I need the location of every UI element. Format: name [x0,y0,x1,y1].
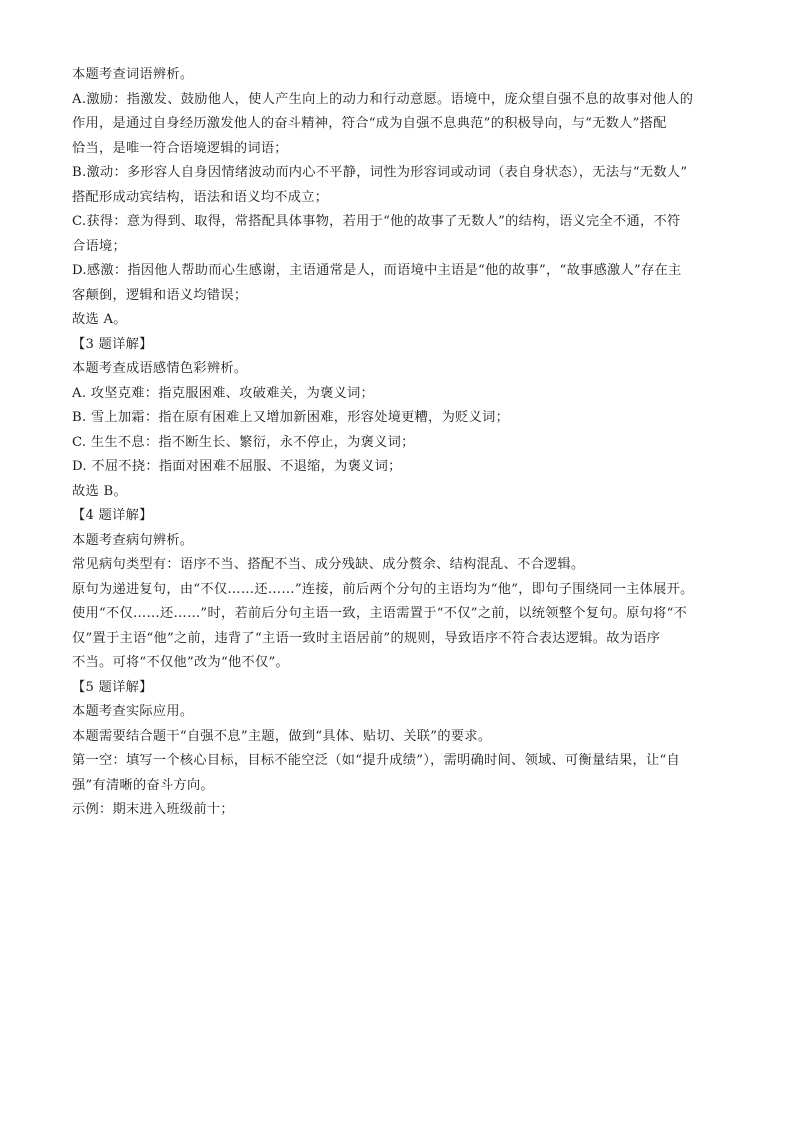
text-line: 本题考查词语辨析。 [72,67,194,82]
text-line: 示例：期末进入班级前十； [72,802,234,817]
text-line: 故选 B。 [72,483,127,499]
text-line: 本题考查实际应用。 [72,704,194,719]
text-line: 恰当，是唯一符合语境逻辑的词语； [72,140,288,156]
text-line: 不当。可将“不仅他”改为“他不仅”。 [72,655,289,670]
text-line: C. 生生不息：指不断生长、繁衍，永不停止，为褒义词； [72,434,415,450]
text-line: 强”有清晰的奋斗方向。 [72,777,214,793]
text-line: 原句为递进复句，由“不仅……还……”连接，前后两个分句的主语均为“他”，即句子围绕同一主体展开。 [72,581,694,597]
section-heading: 【5 题详解】 [72,679,153,695]
section-heading: 【4 题详解】 [72,508,153,523]
section-heading: 【3 题详解】 [72,336,153,352]
text-line: 本题考查成语感情色彩辨析。 [72,361,248,376]
text-line: A.激励：指激发、鼓励他人，使人产生向上的动力和行动意愿。语境中，庞众望自强不息的故事对他人的 [72,91,694,107]
text-line: A. 攻坚克难：指克服困难、攻破难关，为褒义词； [72,385,375,401]
text-line: D. 不屈不挠：指面对困难不屈服、不退缩，为褒义词； [72,459,402,474]
text-line: B. 雪上加霜：指在原有困难上又增加新困难，形容处境更糟，为贬义词； [72,410,510,425]
text-line: 本题考查病句辨析。 [72,532,194,548]
text-line: 使用“不仅……还……”时，若前后分句主语一致，主语需置于“不仅”之前，以统领整个复句。原句将“不 [72,606,688,621]
text-line: C.获得：意为得到、取得，常搭配具体事物，若用于“他的故事了无数人”的结构，语义完全不通，不符 [72,214,681,229]
text-line: D.感激：指因他人帮助而心生感谢，主语通常是人，而语境中主语是“他的故事”，“故事感激人”存在主 [72,263,682,278]
text-line: 本题需要结合题干“自强不息”主题，做到“具体、贴切、关联”的要求。 [72,728,492,744]
text-line: 第一空：填写一个核心目标，目标不能空泛（如“提升成绩”），需明确时间、领域、可衡量结果，让“自 [72,753,680,768]
text-line: 客颠倒，逻辑和语义均错误； [72,287,248,303]
text-line: 故选 A。 [72,312,127,327]
document-body [72,63,724,823]
text-line: 仅”置于主语“他”之前，违背了“主语一致时主语居前”的规则，导致语序不符合表达逻辑。故为语序 [72,630,661,646]
text-line: 搭配形成动宾结构，语法和语义均不成立； [72,189,329,205]
text-line: B.激动：多形容人自身因情绪波动而内心不平静，词性为形容词或动词（表自身状态），无法与“无数人” [72,165,688,180]
text-line: 作用，是通过自身经历激发他人的奋斗精神，符合“成为自强不息典范”的积极导向，与“无数人”搭配 [72,116,667,131]
text-line: 常见病句类型有：语序不当、搭配不当、成分残缺、成分赘余、结构混乱、不合逻辑。 [72,557,585,572]
text-line: 合语境； [72,238,126,254]
